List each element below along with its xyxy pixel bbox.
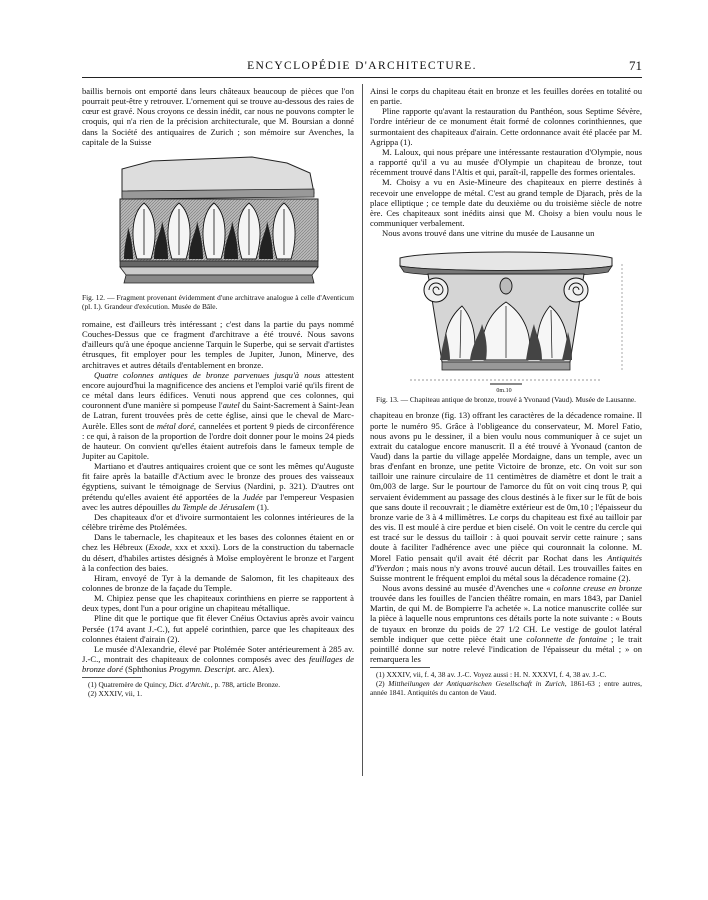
figure-13-scale-label: 0m.10 — [496, 388, 512, 395]
right-intro: Ainsi le corps du chapiteau était en bronze et les feuilles dorées en totalité ou en partie. — [370, 86, 642, 107]
page-header — [82, 60, 642, 74]
text-italic: Mittheilungen der Antiquarischen Gesellschaft in Zurich — [388, 679, 565, 689]
figure-13-caption: Fig. 13. — Chapiteau antique de bronze, trouvé à Yvonaud (Vaud). Musée de Lausanne. — [375, 395, 637, 405]
text-run: , p. 788, article Bronze. — [210, 680, 281, 690]
figure-12-caption: Fig. 12. — Fragment provenant évidemment d'une architrave analogue à celle d'Aventicum (pl. I.). Grandeur d'exécution. Musée de Bâle. — [82, 292, 354, 311]
figure-13-bronze-capital — [370, 244, 642, 394]
text-italic: colonnette de fontaine — [526, 633, 607, 644]
left-paragraph-1: romaine, est d'ailleurs très intéressant ; c'est dans la partie du pays nommé Couches-Dessus que ce fragment d'architrave a été trouvé. Nous savons d'ailleurs qu'à une époque ancienne Tarquin le Superbe, qui se servait d'artistes étrusques, fit employer pour les temples de Jupiter, Junon, Minerve, des architraves et autres détails d'entablement en bronze. — [82, 318, 354, 370]
text-run: trouvée dans les fouilles de l'ancien théâtre romain, en mars 1843, par Daniel Martin, de qui M. de Bompierre l'a achetée ». La notice manuscrite collée sur la pièce à laquelle nous empruntons ces détails porte la note suivante : « Bouts de tuyaux en bronze du poids de 27 1/2 CH. Le vestige de goulot latéral semble indiquer que cette pièce était une — [370, 593, 642, 644]
text-italic: autel — [222, 400, 240, 411]
text-run: chapiteau en bronze (fig. 13) offrant les caractères de la décadence romaine. Il porte le numéro 95. Grâce à l'obligeance du conservateur, M. Morel Fatio, nous avons pu le dessiner, il a bien voulu nous communiquer à ce sujet un extrait du catalogue encore manuscrit. Il a été trouvé à Yvonaud (canton de Vaud) dans la partie du village appelée Mordaigne, dans un temple, avec un bras d'enfant en bronze, une petite Victoire de bronze, etc. On voit sur son tailloir une rainure circulaire de 11 centimètres de diamètre et dont le trait a 0m,003 de large. Sur le pourtour de l'amorce du fût on voit cinq trous P, qui servaient évidemment au passage des clous destinés à le fixer sur le fût de bois que sans doute il recouvrait ; le diamètre extérieur est de 0m,10 ; l'épaisseur du bronze varie de 3 à 4 millimètres. Le corps du chapiteau est fixé au tailloir par des vis. Il est moulé à cire perdue et bien ciselé. On voit le centre du cercle qui est tracé sur le dessus du tailloir : à quoi pouvait servir cette rainure ; sans doute à faciliter l'adhérence avec une pièce qui couronnait la colonne. M. Morel Fatio pensait qu'il avait été décrit par Rochat dans les — [370, 410, 642, 563]
left-intro: baillis bernois ont emporté dans leurs châteaux beaucoup de pièces que l'on pourrait peut-être y retrouver. L'ornement qui se trouve au-dessous des raies de cœur est gravé. Nous croyons ce dessin inédit, car nous ne pouvons compter le croquis, qui n'a rien de la précision architecturale, que M. Boursian a donné dans la Société des antiquaires de Zurich ; son mémoire sur Avenches, la capitale de la Suisse — [82, 86, 354, 147]
text-run: attestent encore aujourd'hui la magnificence des anciens et l'emploi varié qu'ils firent de ce métal dans leurs édifices. Venuti nous apprend que ces colonnes, qui couronnent d'une manière si pompeuse l' — [82, 369, 354, 411]
right-paragraph-5 — [370, 410, 642, 583]
left-column — [82, 86, 354, 699]
right-column — [370, 86, 642, 698]
text-run: Dans le tabernacle, les chapiteaux et les bases des colonnes étaient en or chez les Hébreux ( — [82, 532, 354, 553]
footnote-separator — [82, 677, 142, 678]
right-paragraph-3: M. Choisy a vu en Asie-Mineure des chapiteaux en pierre destinés à recevoir une enveloppe de métal. C'est au grand temple de Djarach, près de la place elliptique ; ce temple date du deuxième ou du troisième siècle de notre ère. Ces chapiteaux sont inédits ainsi que M. Choisy a bien voulu nous le communiquer verbalement. — [370, 177, 642, 229]
text-run: (2) — [376, 679, 389, 689]
left-paragraph-5 — [82, 532, 354, 573]
text-run: par l'empereur Vespasien avec les autres dépouilles — [82, 491, 354, 512]
left-paragraph-4: Des chapiteaux d'or et d'ivoire surmontaient les colonnes intérieures de la célèbre trirème des Ptolémées. — [82, 511, 354, 533]
left-paragraph-8: Pline dit que le portique que fit élever Cnéius Octavius après avoir vaincu Persée (174 avant J.-C.), fut appelé corinthien, parce que les chapiteaux des colonnes étaient d'airain (2). — [82, 613, 354, 644]
left-footnote-2: (2) XXXIV, vii, 1. — [88, 689, 143, 699]
left-paragraph-9 — [82, 644, 354, 674]
right-paragraph-6 — [370, 583, 642, 664]
text-italic: du Temple de Jérusalem — [171, 501, 255, 512]
text-run: arc. Alex). — [236, 664, 275, 675]
column-divider — [362, 84, 363, 776]
text-italic: feuillages de bronze doré — [82, 654, 354, 675]
left-paragraph-7: M. Chipiez pense que les chapiteaux corinthiens en pierre se rapportent à deux types, dont l'un a pour origine un chapiteau métallique. — [82, 593, 354, 614]
text-italic: Dict. d'Archit. — [169, 680, 211, 690]
text-italic: Quatre colonnes antiques de bronze parvenues jusqu'à nous — [94, 369, 321, 380]
text-run: (Sphthonius — [122, 664, 169, 675]
right-paragraph-4: Nous avons trouvé dans une vitrine du musée de Lausanne un — [382, 228, 595, 239]
text-run: (1). — [254, 501, 270, 512]
text-italic: colonne creuse en bronze — [553, 583, 642, 593]
text-run: (1) XXXIV, vii, f. 4, 38 av. J.-C. — [376, 670, 472, 680]
text-run: (1) Quatremère de Quincy, — [88, 680, 169, 690]
text-run: Voyez aussi : H. N. XXXVI, f. 4, 38 av. J.-C. — [471, 670, 607, 680]
text-italic: Exode — [148, 542, 170, 553]
left-paragraph-2 — [82, 370, 354, 461]
figure-12-architrave-fragment — [82, 151, 354, 291]
text-italic: Judée — [242, 491, 263, 502]
text-run: du Saint-Sacrement à Saint-Jean de Latran, furent trouvées près de cette église, ainsi que le cheval de Marc-Aurèle. Elles sont de — [82, 400, 354, 431]
text-italic: métal doré — [156, 420, 194, 431]
text-run: Martiano et d'autres antiquaires croient que ce sont les mêmes qu'Auguste fit faire après la bataille d'Actium avec le bronze des proues des vaisseaux égyptiens, suivant le témoignage de Servius (Nardini, p. 321). D'autres ont prétendu qu'elles avaient été apportées de la — [82, 461, 354, 502]
left-paragraph-3 — [82, 461, 354, 512]
text-italic: Progymn. Descript. — [168, 664, 237, 675]
header-rule — [82, 77, 642, 78]
page-number: 71 — [629, 58, 642, 73]
text-run: , 1861-63 ; entre autres, année 1841. Antiquités du canton de Vaud. — [370, 679, 642, 698]
right-paragraph-2: M. Laloux, qui nous prépare une intéressante restauration d'Olympie, nous a rapporté qu'il a vu au musée d'Olympie un chapiteau de bronze, tout récemment trouvé dans l'Altis et qui, paraît-il, rappelle des formes orientales. — [370, 146, 642, 178]
text-italic: Antiquités d'Yverdon — [370, 552, 642, 573]
text-run: ; le trait pointillé donne sur notre relevé l'indication de l'épaisseur du métal ; » on remarquera les — [370, 633, 642, 665]
text-run: ; mais nous n'y avons trouvé aucun détail. Les trouvailles faites en Suisse montrent le fréquent emploi du métal sous la décadence romaine (2). — [370, 562, 642, 583]
right-footnote-2 — [370, 680, 642, 698]
text-run: , cannelées et portent 9 pieds de circonférence : ce qui, à raison de la proportion de l'ordre doit donner pour le moins 24 pieds de hauteur. On convient qu'elles étaient autrefois dans le fameux temple de Jupiter au Capitole. — [82, 420, 354, 461]
left-paragraph-6: Hiram, envoyé de Tyr à la demande de Salomon, fit les chapiteaux des colonnes de bronze de la façade du Temple. — [82, 572, 354, 593]
text-run: Nous avons dessiné au musée d'Avenches une « — [382, 583, 554, 593]
running-title: ENCYCLOPÉDIE D'ARCHITECTURE. — [247, 60, 477, 72]
footnote-separator — [370, 667, 430, 668]
right-paragraph-1: Pline rapporte qu'avant la restauration du Panthéon, sous Septime Sévère, l'ordre intérieur de ce monument était formé de colonnes corinthiennes, que surmontaient des chapiteaux d'airain. Cette ordonnance avait été placée par M. Agrippa (1). — [370, 106, 642, 147]
text-run: Le musée d'Alexandrie, élevé par Ptolémée Soter antérieurement à 285 av. J.-C., montrait des chapiteaux de colonnes composés avec des — [82, 643, 354, 665]
text-run: , xxx et xxxi). Lors de la construction du tabernacle du désert, d'habiles artistes désignés à Moïse employèrent le bronze et l'argent à la confection des baies. — [82, 542, 354, 573]
